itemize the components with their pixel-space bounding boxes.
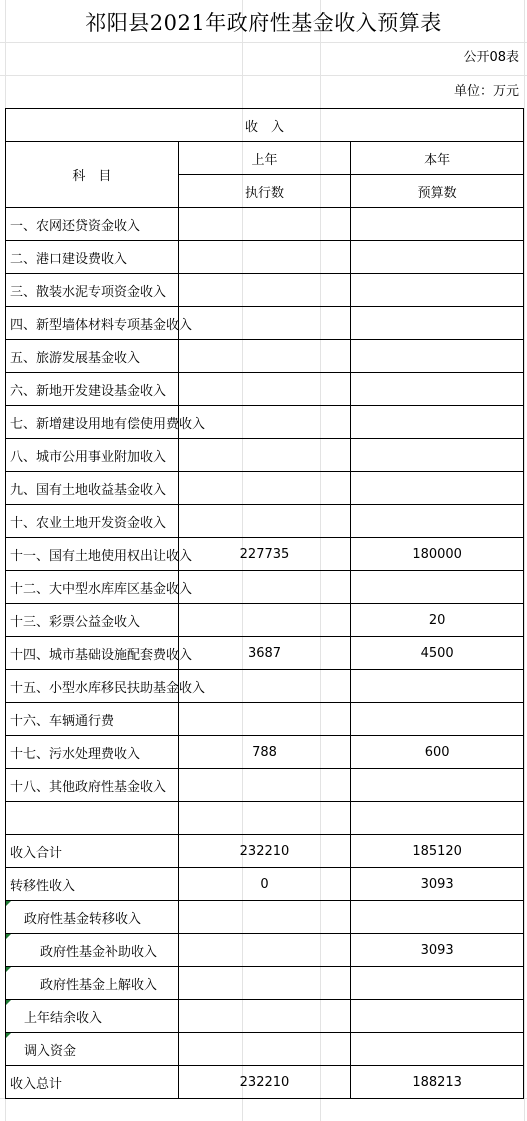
row-label-cell[interactable]: 四、新型墙体材料专项基金收入 [6, 307, 179, 340]
table-body [6, 109, 524, 1099]
budget-cell[interactable]: 20 [351, 604, 524, 637]
prev-year-cell[interactable]: 227735 [178, 538, 351, 571]
row-label-cell[interactable]: 五、旅游发展基金收入 [6, 340, 179, 373]
row-label-cell[interactable]: 政府性基金补助收入 [6, 934, 179, 967]
header-prev-year[interactable]: 上年 [178, 142, 351, 175]
row-label-cell[interactable]: 三、散装水泥专项资金收入 [6, 274, 179, 307]
budget-cell[interactable] [351, 571, 524, 604]
prev-year-cell[interactable] [178, 571, 351, 604]
row-label-cell[interactable]: 十四、城市基础设施配套费收入 [6, 637, 179, 670]
row-label-cell[interactable]: 十七、污水处理费收入 [6, 736, 179, 769]
table-row [6, 802, 524, 835]
budget-cell[interactable]: 188213 [351, 1066, 524, 1099]
prev-year-cell[interactable]: 232210 [178, 835, 351, 868]
budget-cell[interactable] [351, 769, 524, 802]
budget-cell[interactable] [351, 472, 524, 505]
table-row [6, 769, 524, 802]
prev-year-cell[interactable] [178, 307, 351, 340]
budget-cell[interactable] [351, 802, 524, 835]
table-row [6, 1066, 524, 1099]
row-label-cell[interactable]: 十二、大中型水库库区基金收入 [6, 571, 179, 604]
table-row [6, 1000, 524, 1033]
table-row [6, 736, 524, 769]
prev-year-cell[interactable]: 3687 [178, 637, 351, 670]
budget-cell[interactable] [351, 505, 524, 538]
table-row [6, 868, 524, 901]
budget-cell[interactable]: 180000 [351, 538, 524, 571]
prev-year-cell[interactable] [178, 208, 351, 241]
prev-year-cell[interactable] [178, 505, 351, 538]
budget-cell[interactable] [351, 208, 524, 241]
row-label-cell[interactable]: 八、城市公用事业附加收入 [6, 439, 179, 472]
row-label-cell[interactable] [6, 802, 179, 835]
budget-cell[interactable] [351, 373, 524, 406]
prev-year-cell[interactable] [178, 703, 351, 736]
table-row [6, 406, 524, 439]
prev-year-cell[interactable]: 788 [178, 736, 351, 769]
prev-year-cell[interactable]: 232210 [178, 1066, 351, 1099]
row-label-cell[interactable]: 一、农网还贷资金收入 [6, 208, 179, 241]
header-subject[interactable]: 科 目 [6, 142, 179, 208]
table-row [6, 274, 524, 307]
prev-year-cell[interactable] [178, 802, 351, 835]
table-row [6, 538, 524, 571]
budget-cell[interactable] [351, 241, 524, 274]
budget-cell[interactable]: 4500 [351, 637, 524, 670]
unit-label: 单位：万元 [453, 84, 519, 99]
budget-cell[interactable] [351, 901, 524, 934]
table-row [6, 340, 524, 373]
budget-cell[interactable] [351, 670, 524, 703]
budget-table [5, 108, 524, 1099]
prev-year-cell[interactable] [178, 1000, 351, 1033]
table-row [6, 241, 524, 274]
row-label-cell[interactable]: 十三、彩票公益金收入 [6, 604, 179, 637]
prev-year-cell[interactable] [178, 604, 351, 637]
row-label-cell[interactable]: 收入总计 [6, 1066, 179, 1099]
table-title: 祁阳县2021年政府性基金收入预算表 [85, 11, 442, 35]
prev-year-cell[interactable] [178, 439, 351, 472]
budget-cell[interactable] [351, 1033, 524, 1066]
row-label-cell[interactable]: 调入资金 [6, 1033, 179, 1066]
prev-year-cell[interactable] [178, 274, 351, 307]
row-label-cell[interactable]: 收入合计 [6, 835, 179, 868]
header-group-row [6, 109, 524, 142]
prev-year-cell[interactable] [178, 901, 351, 934]
row-label-cell[interactable]: 上年结余收入 [6, 1000, 179, 1033]
prev-year-cell[interactable] [178, 241, 351, 274]
table-row [6, 373, 524, 406]
form-code: 公开08表 [463, 50, 519, 65]
row-label-cell[interactable]: 转移性收入 [6, 868, 179, 901]
header-prev-executed[interactable]: 执行数 [178, 175, 351, 208]
row-label-cell[interactable]: 七、新增建设用地有偿使用费收入 [6, 406, 179, 439]
table-row [6, 505, 524, 538]
row-label-cell[interactable]: 十、农业土地开发资金收入 [6, 505, 179, 538]
row-label-cell[interactable]: 六、新地开发建设基金收入 [6, 373, 179, 406]
budget-cell[interactable] [351, 307, 524, 340]
table-row [6, 604, 524, 637]
table-row [6, 637, 524, 670]
table-row [6, 307, 524, 340]
budget-cell[interactable] [351, 439, 524, 472]
table-row [6, 571, 524, 604]
row-label-cell[interactable]: 政府性基金上解收入 [6, 967, 179, 1000]
prev-year-cell[interactable] [178, 1033, 351, 1066]
prev-year-cell[interactable] [178, 934, 351, 967]
table-row [6, 1033, 524, 1066]
header-row-top [6, 142, 524, 175]
row-label-cell[interactable]: 政府性基金转移收入 [6, 901, 179, 934]
budget-cell[interactable] [351, 406, 524, 439]
row-label-cell[interactable]: 十五、小型水库移民扶助基金收入 [6, 670, 179, 703]
budget-cell[interactable]: 3093 [351, 868, 524, 901]
budget-cell[interactable] [351, 703, 524, 736]
grid-line [0, 75, 527, 76]
table-row [6, 472, 524, 505]
budget-cell[interactable]: 185120 [351, 835, 524, 868]
budget-cell[interactable]: 600 [351, 736, 524, 769]
prev-year-cell[interactable] [178, 340, 351, 373]
header-this-year[interactable]: 本年 [351, 142, 524, 175]
prev-year-cell[interactable] [178, 769, 351, 802]
prev-year-cell[interactable] [178, 967, 351, 1000]
prev-year-cell[interactable]: 0 [178, 868, 351, 901]
table-row [6, 670, 524, 703]
budget-cell[interactable] [351, 1000, 524, 1033]
prev-year-cell[interactable] [178, 373, 351, 406]
grid-line [524, 0, 525, 1121]
table-row [6, 703, 524, 736]
prev-year-cell[interactable] [178, 472, 351, 505]
table-row [6, 967, 524, 1000]
budget-cell[interactable] [351, 340, 524, 373]
header-income[interactable]: 收 入 [6, 109, 524, 142]
table-row [6, 208, 524, 241]
header-this-budget[interactable]: 预算数 [351, 175, 524, 208]
budget-cell[interactable]: 3093 [351, 934, 524, 967]
row-label-cell[interactable]: 十六、车辆通行费 [6, 703, 179, 736]
row-label-cell[interactable]: 十一、国有土地使用权出让收入 [6, 538, 179, 571]
row-label-cell[interactable]: 十八、其他政府性基金收入 [6, 769, 179, 802]
table-row [6, 439, 524, 472]
table-row [6, 835, 524, 868]
table-row [6, 934, 524, 967]
budget-cell[interactable] [351, 967, 524, 1000]
grid-line [0, 42, 527, 43]
row-label-cell[interactable]: 九、国有土地收益基金收入 [6, 472, 179, 505]
table-row [6, 901, 524, 934]
row-label-cell[interactable]: 二、港口建设费收入 [6, 241, 179, 274]
budget-cell[interactable] [351, 274, 524, 307]
